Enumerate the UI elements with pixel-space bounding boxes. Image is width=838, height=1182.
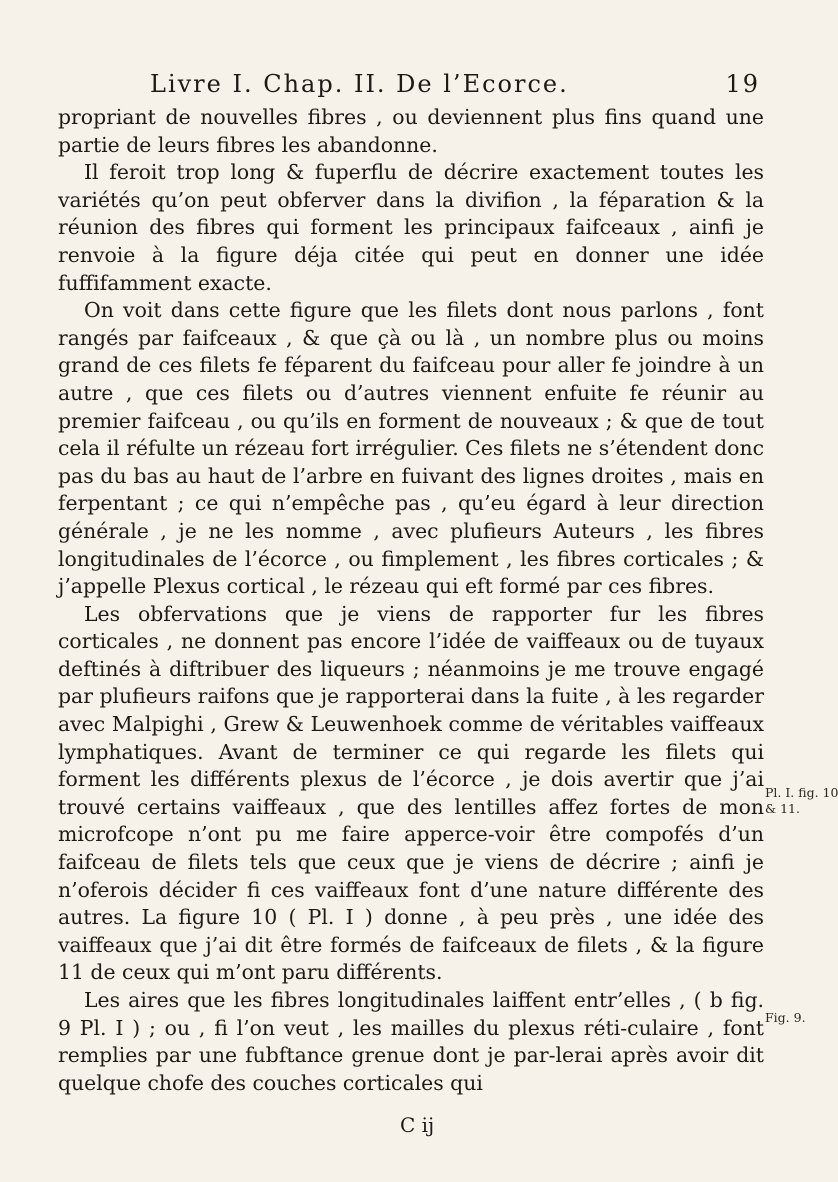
signature-mark: C ij [400,1113,435,1137]
page-number: 19 [725,70,760,98]
margin-note-figure-ref: Fig. 9. [765,1010,806,1025]
paragraph-continuation: propriant de nouvelles fibres , ou deviennent plus fins quand une partie de leurs fibres les abandonne. [58,105,764,157]
margin-note-figure-ref: Pl. I. fig. 10 [765,785,838,800]
paragraph: On voit dans cette figure que les filets dont nous parlons , font rangés par faifceaux , & que çà ou là , un nombre plus ou moins grand de ces filets fe féparent du faifceau pour aller fe joindre à un autre , que ces filets ou d’autres viennent enfuite fe réunir au premier faifceau , ou qu’ils en forment de nouveaux ; & que de tout cela il réfulte un rézeau fort irrégulier. Ces filets ne s’étendent donc pas du bas au haut de l’arbre en fuivant des lignes droites , mais en ferpentant ; ce qui n’empêche pas , qu’eu égard à leur direction générale , je ne les nomme , avec plufieurs Auteurs , les fibres longitudinales de l’écorce , ou fimplement , les fibres corticales ; & j’appelle Plexus cortical , le rézeau qui eft formé par ces fibres. [58,298,765,599]
paragraph: Les aires que les fibres longitudinales laiffent entr’elles , ( b fig. 9 Pl. I ) ; ou , fi l’on veut , les mailles du plexus réti-culaire , font remplies par une fubftance grenue dont je par-lerai après avoir dit quelque chofe des couches corticales qui [58,988,764,1095]
paragraph: Les obfervations que je viens de rapporter fur les fibres corticales , ne donnent pas encore l’idée de vaiffeaux ou de tuyaux deftinés à diftribuer des liqueurs ; néanmoins je me trouve engagé par plufieurs raifons que je rapporterai dans la fuite , à les regarder avec Malpighi , Grew & Leuwenhoek comme de véritables vaiffeaux lymphatiques. Avant de terminer ce qui regarde les filets qui forment les différents plexus de l’écorce , je dois avertir que j’ai trouvé certains vaiffeaux , que des lentilles affez fortes de mon microfcope n’ont pu me faire apperce-voir être compofés d’un faifceau de filets tels que ceux que je viens de décrire ; ainfi je n’oferois décider fi ces vaiffeaux font d’une nature différente des autres. La figure 10 ( Pl. I ) donne , à peu près , une idée des vaiffeaux que j’ai dit être formés de faifceaux de filets , & la figure 11 de ceux qui m’ont paru différents. [58,601,764,985]
paragraph: Il feroit trop long & fuperflu de décrire exactement toutes les variétés qu’on peut obferver dans la divifion , la féparation & la réunion des fibres qui forment les principaux faifceaux , ainfi je renvoie à la figure déja citée qui peut en donner une idée fuffifamment exacte. [58,160,764,295]
running-header [150,70,760,104]
margin-note-figure-ref: & 11. [765,801,800,816]
body-text [58,104,764,1097]
running-title: Livre I. Chap. II. De l’Ecorce. [150,70,569,98]
